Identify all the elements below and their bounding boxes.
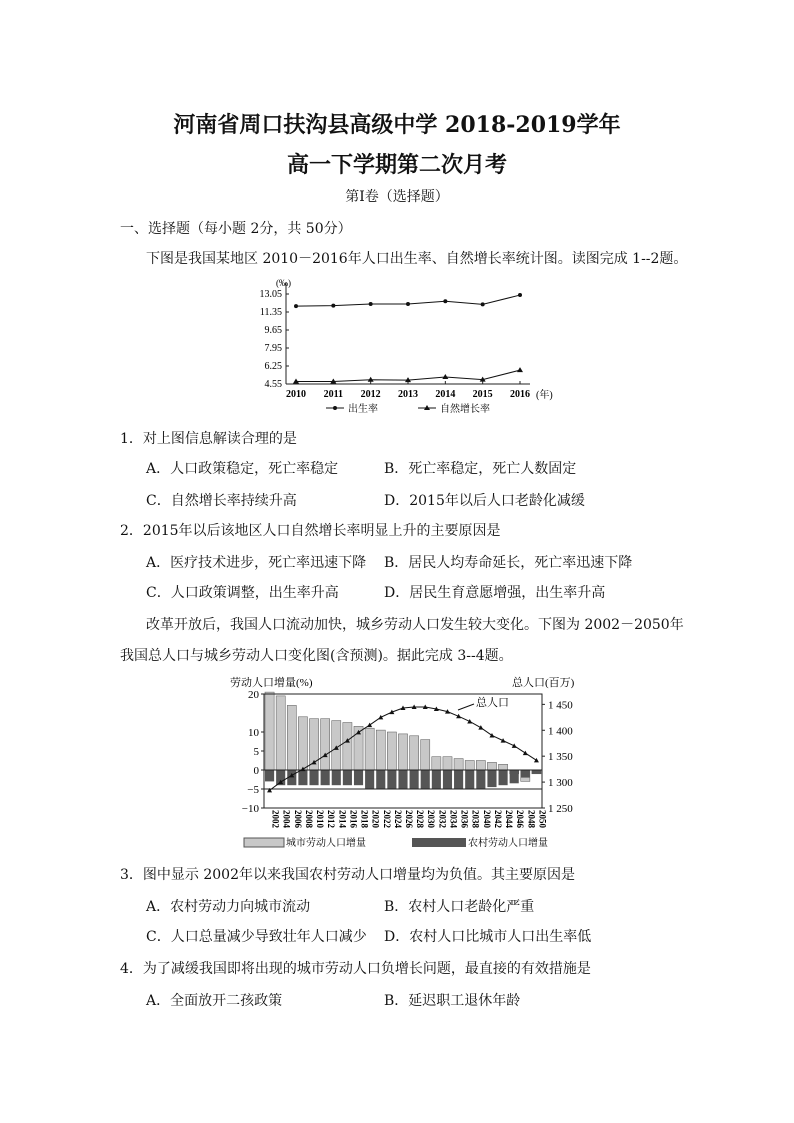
- question-3-option-d[interactable]: D．农村人口比城市人口出生率低: [384, 929, 592, 945]
- question-1-option-b[interactable]: B．死亡率稳定，死亡人数固定: [384, 461, 577, 477]
- bar-urban-labor: [343, 723, 352, 771]
- exam-title-line2: 高一下学期第二次月考: [286, 152, 507, 178]
- y-tick-label: 4.55: [264, 379, 282, 390]
- x-tick-label: 2016: [510, 389, 530, 400]
- bar-urban-labor: [376, 730, 385, 770]
- total-population-point: [378, 715, 383, 720]
- legend-swatch-rural: [412, 838, 466, 847]
- bar-urban-labor: [287, 705, 296, 770]
- bar-urban-labor: [443, 757, 452, 770]
- data-point-birth-rate: [294, 304, 298, 308]
- bar-rural-labor: [354, 770, 363, 785]
- x-tick-label: 2012: [360, 389, 381, 400]
- bar-rural-labor: [454, 770, 463, 789]
- left-tick-label: 5: [253, 746, 259, 758]
- bar-rural-labor: [521, 770, 530, 778]
- question-3-stem: 3．图中显示 2002年以来我国农村劳动人口增量均为负值。其主要原因是: [120, 867, 575, 883]
- x-tick-label: 2014: [337, 810, 348, 828]
- x-tick-label: 2032: [437, 810, 448, 828]
- x-tick-label: 2024: [392, 810, 403, 828]
- total-population-point: [534, 758, 539, 763]
- bar-rural-labor: [443, 770, 452, 789]
- x-tick-label: 2011: [323, 389, 344, 400]
- x-tick-label: 2022: [381, 810, 392, 828]
- bar-rural-labor: [410, 770, 419, 789]
- x-tick-label: 2002: [270, 810, 281, 828]
- legend-label-natural-growth: 自然增长率: [440, 404, 490, 414]
- x-tick-label: 2044: [504, 810, 515, 828]
- bar-urban-labor: [276, 696, 285, 770]
- x-tick-label: 2010: [286, 389, 306, 400]
- question-2-option-d[interactable]: D．居民生育意愿增强，出生率升高: [384, 585, 606, 601]
- question-2-stem: 2．2015年以后该地区人口自然增长率明显上升的主要原因是: [120, 523, 501, 539]
- bar-urban-labor: [398, 734, 407, 770]
- intro-text-1: 下图是我国某地区 2010－2016年人口出生率、自然增长率统计图。读图完成 1--2题。: [146, 251, 688, 267]
- x-tick-label: 2026: [404, 810, 414, 828]
- total-population-point: [467, 719, 472, 724]
- bar-urban-labor: [476, 761, 485, 771]
- x-tick-label: 2028: [415, 810, 426, 828]
- x-tick-label: 2046: [515, 810, 526, 828]
- left-axis-title: 劳动人口增量(%): [230, 677, 313, 689]
- bar-rural-labor: [398, 770, 407, 789]
- bar-rural-labor: [465, 770, 474, 789]
- left-tick-label: −10: [241, 803, 259, 815]
- data-point-natural-growth: [517, 367, 523, 372]
- bar-urban-labor: [432, 757, 441, 770]
- bar-urban-labor: [410, 736, 419, 770]
- data-point-birth-rate: [518, 293, 522, 297]
- x-tick-label: 2006: [292, 810, 303, 828]
- bar-rural-labor: [487, 770, 496, 787]
- question-2-option-c[interactable]: C．人口政策调整，出生率升高: [146, 585, 339, 601]
- question-1-option-d[interactable]: D．2015年以后人口老龄化减缓: [384, 493, 585, 509]
- x-tick-label: 2036: [459, 810, 470, 828]
- total-population-point: [501, 738, 506, 743]
- bar-rural-labor: [499, 770, 508, 785]
- question-3-option-b[interactable]: B．农村人口老龄化严重: [384, 899, 535, 915]
- labor-population-chart: [222, 674, 588, 852]
- data-point-natural-growth: [442, 374, 448, 379]
- intro-text-2-line1: 改革开放后，我国人口流动加快，城乡劳动人口发生较大变化。下图为 2002－2050年: [146, 617, 684, 633]
- right-tick-label: 1 400: [548, 725, 573, 738]
- bar-rural-labor: [510, 770, 519, 783]
- right-axis-title: 总人口(百万): [512, 677, 575, 689]
- x-tick-label: 2040: [481, 810, 492, 828]
- intro-text-2-line2: 我国总人口与城乡劳动人口变化图(含预测)。据此完成 3--4题。: [120, 648, 513, 664]
- bar-urban-labor: [499, 764, 508, 770]
- data-point-birth-rate: [443, 299, 447, 303]
- y-tick-label: 13.05: [259, 289, 282, 300]
- x-tick-label: 2042: [492, 810, 503, 828]
- bar-urban-labor: [298, 717, 307, 770]
- left-tick-label: 0: [253, 765, 259, 777]
- total-population-point: [523, 751, 528, 756]
- legend-label-urban: 城市劳动人口增量: [286, 838, 366, 849]
- x-tick-label: 2038: [470, 810, 481, 828]
- question-4-option-a[interactable]: A．全面放开二孩政策: [146, 993, 283, 1009]
- question-3-option-c[interactable]: C．人口总量减少导致壮年人口减少: [146, 929, 367, 945]
- left-tick-label: 20: [248, 689, 259, 701]
- x-tick-label: 2034: [448, 810, 459, 828]
- legend-swatch-urban: [244, 838, 284, 847]
- bar-rural-labor: [321, 770, 330, 785]
- birth-rate-line-chart: [240, 274, 560, 414]
- right-tick-label: 1 450: [548, 699, 573, 712]
- bar-rural-labor: [343, 770, 352, 785]
- question-2-option-a[interactable]: A．医疗技术进步，死亡率迅速下降: [146, 555, 367, 571]
- bar-rural-labor: [332, 770, 341, 785]
- y-tick-label: 7.95: [264, 343, 282, 354]
- x-tick-label: 2008: [303, 810, 314, 828]
- left-tick-label: 10: [248, 727, 259, 739]
- legend-label-rural: 农村劳动人口增量: [468, 838, 548, 849]
- volume-label: 第Ⅰ卷（选择题）: [345, 189, 449, 205]
- bar-urban-labor: [454, 759, 463, 770]
- bar-urban-labor: [365, 728, 374, 770]
- total-population-point: [478, 725, 483, 730]
- question-1-option-c[interactable]: C．自然增长率持续升高: [146, 493, 297, 509]
- x-unit-label: (年): [536, 390, 553, 401]
- x-tick-label: 2050: [537, 810, 548, 828]
- x-tick-label: 2013: [398, 389, 418, 400]
- bar-rural-labor: [476, 770, 485, 789]
- y-unit-label: (‰): [276, 278, 291, 288]
- bar-rural-labor: [387, 770, 396, 789]
- right-tick-label: 1 350: [548, 751, 573, 764]
- legend-marker-birth-rate: [333, 406, 337, 410]
- bar-rural-labor: [421, 770, 430, 789]
- bar-urban-labor: [265, 692, 274, 770]
- bar-urban-labor: [321, 719, 330, 770]
- question-2-option-b[interactable]: B．居民人均寿命延长，死亡率迅速下降: [384, 555, 633, 571]
- total-population-point: [512, 743, 517, 748]
- question-3-option-a[interactable]: A．农村劳动力向城市流动: [146, 899, 311, 915]
- x-tick-label: 2004: [281, 810, 292, 828]
- left-tick-label: −5: [247, 784, 259, 796]
- x-tick-label: 2010: [315, 810, 326, 828]
- y-tick-label: 9.65: [264, 325, 282, 336]
- bar-rural-labor: [309, 770, 318, 785]
- x-tick-label: 2018: [359, 810, 370, 828]
- bar-rural-labor: [376, 770, 385, 789]
- right-tick-label: 1 300: [548, 777, 573, 790]
- x-tick-label: 2014: [435, 389, 456, 400]
- bar-rural-labor: [432, 770, 441, 789]
- bar-urban-labor: [421, 740, 430, 770]
- question-1-option-a[interactable]: A．人口政策稳定，死亡率稳定: [146, 461, 339, 477]
- bar-urban-labor: [487, 762, 496, 770]
- question-4-stem: 4．为了减缓我国即将出现的城市劳动人口负增长问题，最直接的有效措施是: [120, 961, 591, 977]
- y-tick-label: 11.35: [259, 307, 282, 318]
- x-tick-label: 2048: [526, 810, 537, 828]
- question-1-stem: 1．对上图信息解读合理的是: [120, 431, 297, 447]
- x-tick-label: 2016: [348, 810, 359, 828]
- data-point-birth-rate: [406, 302, 410, 306]
- section-heading: 一、选择题（每小题 2分，共 50分）: [120, 221, 352, 237]
- x-tick-label: 2015: [472, 389, 493, 400]
- y-tick-label: 6.25: [264, 361, 282, 372]
- right-tick-label: 1 250: [548, 803, 573, 815]
- bar-rural-labor: [298, 770, 307, 785]
- data-point-natural-growth: [368, 377, 374, 382]
- data-point-birth-rate: [369, 302, 373, 306]
- x-tick-label: 2012: [326, 810, 337, 828]
- bar-urban-labor: [465, 761, 474, 771]
- x-tick-label: 2030: [426, 810, 437, 828]
- bar-rural-labor: [532, 770, 541, 774]
- data-point-birth-rate: [331, 304, 335, 308]
- bar-rural-labor: [265, 770, 274, 781]
- x-tick-label: 2020: [370, 810, 381, 828]
- data-point-birth-rate: [481, 302, 485, 306]
- total-population-annotation: 总人口: [476, 697, 509, 709]
- legend-label-birth-rate: 出生率: [348, 404, 378, 414]
- annotation-pointer: [458, 704, 474, 710]
- exam-title-line1: 河南省周口扶沟县高级中学 2018-2019学年: [173, 112, 621, 138]
- question-4-option-b[interactable]: B．延迟职工退休年龄: [384, 993, 521, 1009]
- bar-urban-labor: [387, 732, 396, 770]
- bar-rural-labor: [365, 770, 374, 789]
